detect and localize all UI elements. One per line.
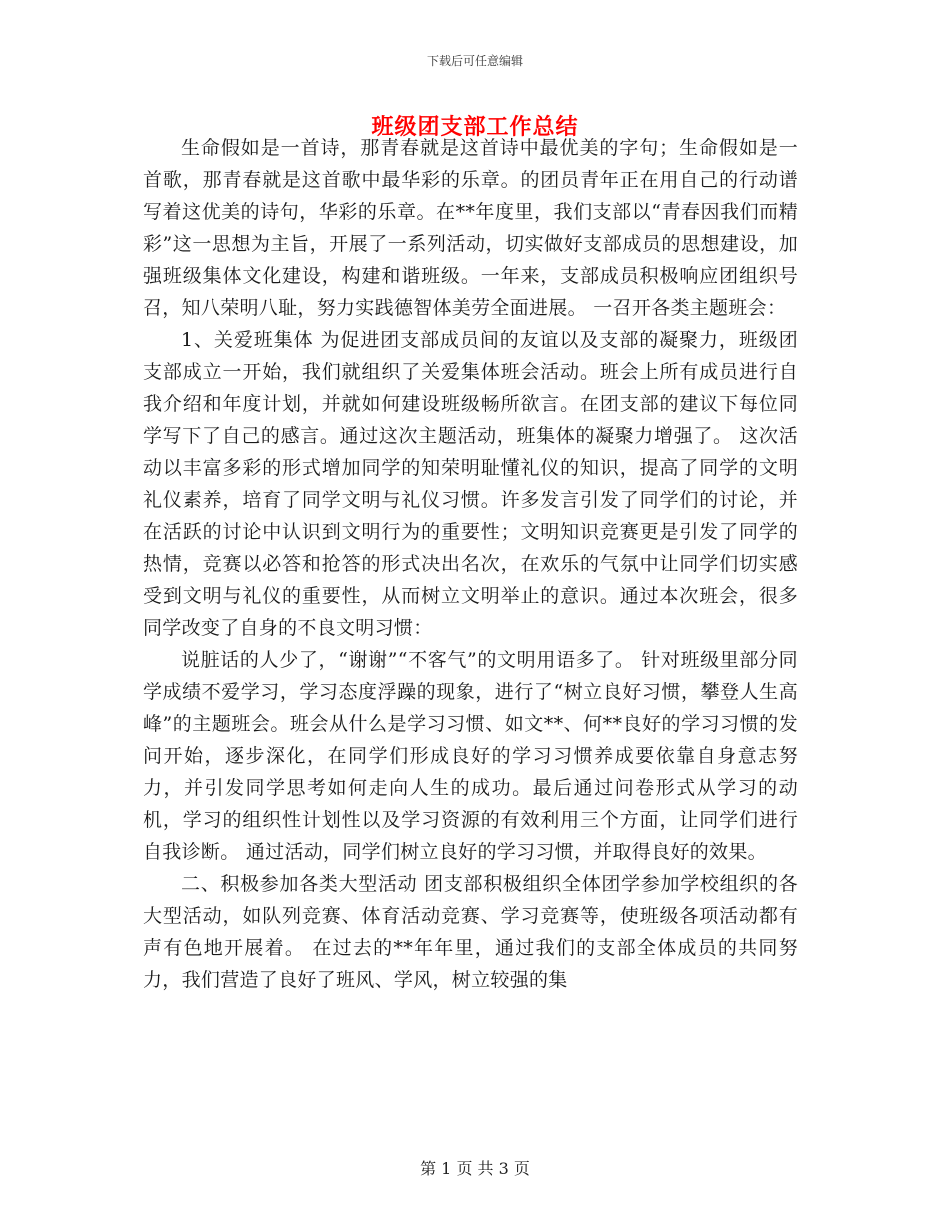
document-body — [143, 132, 798, 996]
header-note: 下载后可任意编辑 — [426, 54, 523, 68]
document-title: 班级团支部工作总结 — [371, 114, 579, 140]
paragraph-activities: 二、积极参加各类大型活动 团支部积极组织全体团学参加学校组织的各大型活动，如队列竞赛、体育活动竞赛、学习竞赛等，使班级各项活动都有声有色地开展着。 在过去的**年年里，通过我们的支部全体成员的共同努力，我们营造了良好了班风、学风，树立较强的集 — [143, 873, 798, 991]
paragraph-study-habits: 说脏话的人少了，“谢谢”“不客气”的文明用语多了。 针对班级里部分同学成绩不爱学习，学习态度浮躁的现象，进行了“树立良好习惯，攀登人生高峰”的主题班会。班会从什么是学习习惯、如文**、何**良好的学习习惯的发问开始，逐步深化，在同学们形成良好的学习习惯养成要依靠自身意志努力，并引发同学思考如何走向人生的成功。最后通过问卷形式从学习的动机，学习的组织性计划性以及学习资源的有效利用三个方面，让同学们进行自我诊断。 通过活动，同学们树立良好的学习习惯，并取得良好的效果。 — [143, 649, 798, 863]
paragraph-class-care: 1、关爱班集体 为促进团支部成员间的友谊以及支部的凝聚力，班级团支部成立一开始，我们就组织了关爱集体班会活动。班会上所有成员进行自我介绍和年度计划，并就如何建设班级畅所欲言。在团支部的建议下每位同学写下了自己的感言。通过这次主题活动，班集体的凝聚力增强了。 这次活动以丰富多彩的形式增加同学的知荣明耻懂礼仪的知识，提高了同学的文明礼仪素养，培育了同学文明与礼仪习惯。许多发言引发了同学们的讨论，并在活跃的讨论中认识到文明行为的重要性；文明知识竞赛更是引发了同学的热情，竞赛以必答和抢答的形式决出名次，在欢乐的气氛中让同学们切实感受到文明与礼仪的重要性，从而树立文明举止的意识。通过本次班会，很多同学改变了自身的不良文明习惯： — [143, 329, 798, 639]
paragraph-intro: 生命假如是一首诗，那青春就是这首诗中最优美的字句；生命假如是一首歌，那青春就是这首歌中最华彩的乐章。的团员青年正在用自己的行动谱写着这优美的诗句，华彩的乐章。在**年度里，我们支部以“青春因我们而精彩”这一思想为主旨，开展了一系列活动，切实做好支部成员的思想建设，加强班级集体文化建设，构建和谐班级。一年来，支部成员积极响应团组织号召，知八荣明八耻，努力实践德智体美劳全面进展。 一召开各类主题班会： — [143, 137, 798, 319]
page-number: 第 1 页 共 3 页 — [420, 1159, 530, 1178]
